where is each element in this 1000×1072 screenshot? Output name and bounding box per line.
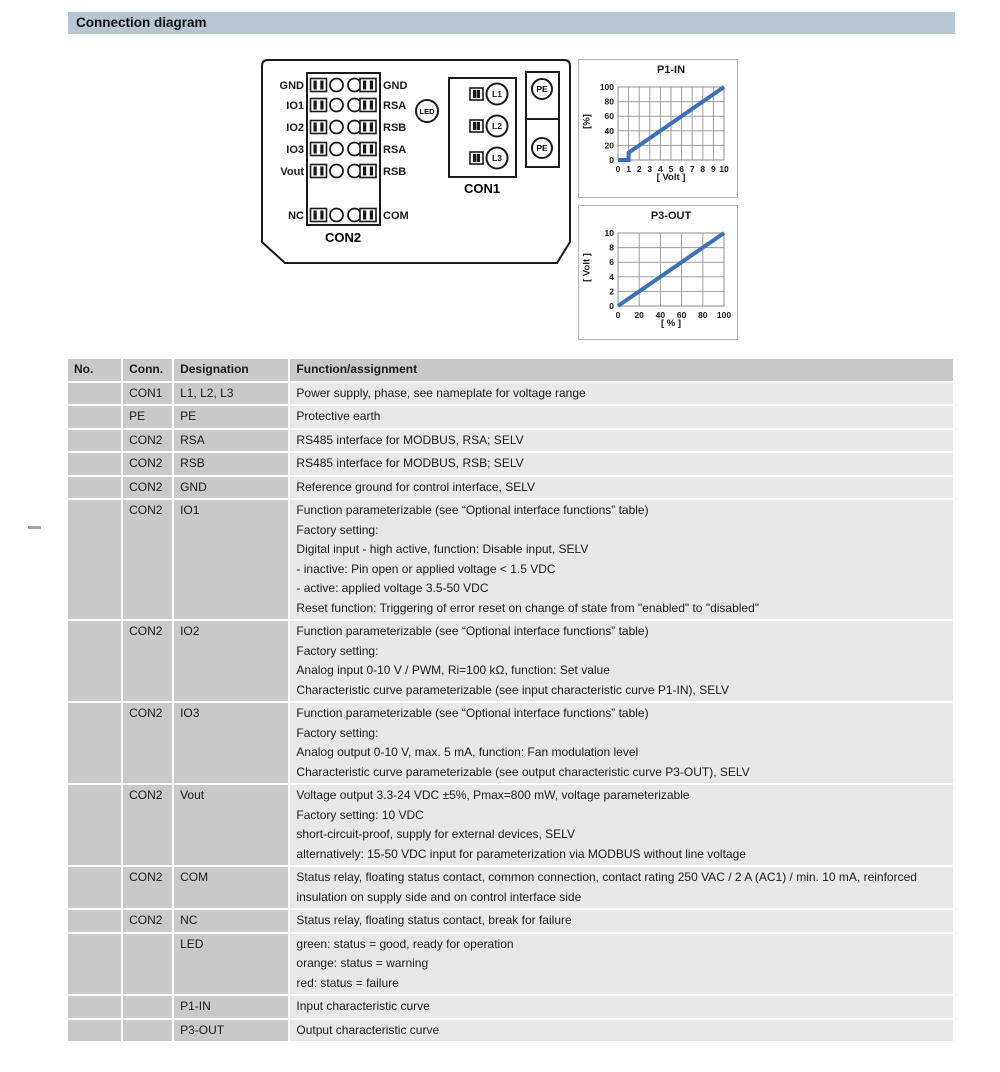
cell-conn: CON1 [123, 383, 172, 405]
device-outline [262, 60, 570, 263]
con1-phase-label: L1 [492, 89, 502, 99]
chart-p1-in [578, 59, 738, 198]
chart-x-axis-label: [ % ] [660, 318, 682, 329]
cell-no [68, 477, 121, 499]
function-line: Input characteristic curve [296, 999, 430, 1013]
function-line: Analog output 0-10 V, max. 5 mA, function: Fan modulation level [296, 745, 639, 759]
function-line: Characteristic curve parameterizable (see output characteristic curve P3-OUT), SELV [296, 764, 750, 779]
cell-function [290, 453, 953, 475]
y-tick-label: 8 [609, 242, 614, 253]
function-line: Factory setting: [296, 725, 379, 740]
x-tick-label: 6 [679, 164, 684, 174]
cell-conn: CON2 [123, 500, 172, 619]
function-line: RS485 interface for MODBUS, RSB; SELV [296, 456, 524, 470]
function-line: Output characteristic curve [296, 1022, 440, 1037]
function-line: Characteristic curve parameterizable (see input characteristic curve P1-IN), SELV [296, 682, 730, 697]
cell-function [290, 867, 953, 908]
cell-designation: PE [174, 406, 288, 428]
x-tick-label: 0 [615, 310, 621, 320]
x-tick-label: 40 [655, 310, 666, 320]
cell-designation: RSB [174, 453, 288, 475]
y-tick-label: 6 [609, 257, 614, 268]
x-tick-label: 80 [698, 310, 708, 320]
y-tick-label: 20 [604, 140, 614, 151]
column-header-function: Function/assignment [290, 359, 953, 381]
table-row [68, 1020, 953, 1042]
function-line: Voltage output 3.3-24 VDC ±5%, Pmax=800 mW, voltage parameterizable [296, 788, 690, 802]
y-tick-label: 4 [609, 271, 614, 282]
connection-table [66, 357, 955, 1043]
cell-function [290, 383, 953, 405]
cell-conn [123, 934, 172, 995]
chart-p3-out [578, 205, 738, 340]
cell-designation: NC [174, 910, 288, 932]
cell-designation: RSA [174, 430, 288, 452]
cell-conn [123, 996, 172, 1018]
x-tick-label: 60 [676, 310, 687, 320]
cell-function [290, 406, 953, 428]
y-tick-label: 40 [604, 125, 614, 136]
x-tick-label: 7 [689, 164, 695, 174]
cell-no [68, 934, 121, 995]
cell-conn: CON2 [123, 430, 172, 452]
cell-conn: CON2 [123, 703, 172, 783]
column-header-no: No. [68, 359, 121, 381]
function-line: Factory setting: [296, 643, 379, 658]
function-line: green: status = good, ready for operation [296, 936, 514, 951]
page-title: Connection diagram [68, 12, 955, 34]
function-line: Status relay, floating status contact, break for failure [296, 913, 572, 927]
cell-designation: Vout [174, 785, 288, 865]
cell-no [68, 867, 121, 908]
cell-designation: COM [174, 867, 288, 908]
cell-no [68, 1020, 121, 1042]
con2-right-label: RSA [383, 144, 407, 156]
table-row [68, 430, 953, 452]
cell-function [290, 910, 953, 932]
chart-title: P1-IN [656, 64, 686, 76]
cell-no [68, 430, 121, 452]
cell-function [290, 500, 953, 619]
x-tick-label: 4 [658, 164, 663, 174]
cell-conn: CON2 [123, 477, 172, 499]
cell-conn: CON2 [123, 910, 172, 932]
function-line: Status relay, floating status contact, common connection, contact rating 250 VAC / 2 A (AC1) / min. 10 mA, reinforced insulation on supply side and on control interface side [296, 870, 917, 904]
cell-function [290, 934, 953, 995]
cell-conn: PE [123, 406, 172, 428]
x-tick-label: 100 [716, 310, 732, 320]
cell-function [290, 1020, 953, 1042]
led-label: LED [419, 107, 435, 116]
table-row [68, 453, 953, 475]
con2-left-label: IO1 [286, 100, 304, 112]
con2-left-label: IO3 [286, 144, 304, 156]
function-line: Function parameterizable (see “Optional interface functions” table) [296, 624, 649, 638]
x-tick-label: 3 [647, 164, 653, 174]
column-header-conn: Conn. [123, 359, 172, 381]
con2-left-label: IO2 [286, 122, 304, 134]
cell-no [68, 406, 121, 428]
cell-function [290, 621, 953, 701]
chart-x-axis-label: [ Volt ] [656, 172, 686, 183]
cell-designation: P1-IN [174, 996, 288, 1018]
chart-title: P3-OUT [650, 210, 692, 222]
table-header-row [68, 359, 953, 381]
cell-function [290, 477, 953, 499]
con2-right-label: COM [383, 210, 409, 222]
x-tick-label: 0 [615, 164, 621, 174]
table-row [68, 934, 953, 995]
con2-right-label: GND [383, 80, 408, 92]
function-line: Power supply, phase, see nameplate for voltage range [296, 385, 586, 400]
chart-y-axis-label: [ Volt ] [581, 253, 593, 282]
y-tick-label: 60 [604, 111, 614, 122]
cell-designation: IO3 [174, 703, 288, 783]
function-line: Reference ground for control interface, SELV [296, 479, 535, 494]
cell-no [68, 621, 121, 701]
function-line: - active: applied voltage 3.5-50 VDC [296, 581, 489, 595]
column-header-designation: Designation [174, 359, 288, 381]
cell-designation: P3-OUT [174, 1020, 288, 1042]
table-row [68, 383, 953, 405]
con1-phase-label: L2 [492, 121, 502, 131]
cell-designation: IO1 [174, 500, 288, 619]
cell-no [68, 996, 121, 1018]
cell-designation: LED [174, 934, 288, 995]
cell-conn: CON2 [123, 867, 172, 908]
function-line: alternatively: 15-50 VDC input for parameterization via MODBUS without line voltage [296, 846, 746, 861]
y-tick-label: 2 [609, 286, 614, 297]
y-tick-label: 0 [609, 155, 614, 165]
con2-left-label: Vout [280, 166, 304, 178]
function-line: Function parameterizable (see “Optional interface functions” table) [296, 706, 649, 720]
y-tick-label: 10 [604, 228, 614, 238]
chart-y-axis-label: [%] [581, 114, 593, 129]
x-tick-label: 8 [700, 164, 706, 174]
table-row [68, 996, 953, 1018]
cell-conn: CON2 [123, 785, 172, 865]
con1-label: CON1 [463, 181, 501, 196]
cell-no [68, 910, 121, 932]
pe-label: PE [536, 143, 548, 153]
table-row [68, 867, 953, 908]
table-row [68, 500, 953, 619]
con2-right-label: RSB [383, 166, 407, 178]
con2-left-label: GND [279, 80, 304, 92]
function-line: red: status = failure [296, 975, 399, 990]
cell-no [68, 453, 121, 475]
function-line: Digital input - high active, function: Disable input, SELV [296, 542, 589, 556]
pe-label: PE [536, 84, 548, 94]
con2-left-label: NC [288, 210, 304, 222]
x-tick-label: 5 [668, 164, 674, 174]
cell-no [68, 383, 121, 405]
table-row [68, 910, 953, 932]
function-line: Factory setting: [296, 522, 379, 537]
table-row [68, 406, 953, 428]
function-line: Function parameterizable (see “Optional interface functions” table) [296, 503, 649, 517]
table-row [68, 785, 953, 865]
cell-designation: GND [174, 477, 288, 499]
x-tick-label: 2 [636, 164, 642, 174]
cell-function [290, 430, 953, 452]
cell-conn [123, 1020, 172, 1042]
function-line: short-circuit-proof, supply for external devices, SELV [296, 827, 575, 841]
cell-no [68, 703, 121, 783]
function-line: Factory setting: 10 VDC [296, 807, 424, 822]
cell-conn: CON2 [123, 453, 172, 475]
function-line: RS485 interface for MODBUS, RSA; SELV [296, 432, 524, 447]
function-line: Protective earth [296, 409, 381, 423]
x-tick-label: 10 [719, 164, 729, 174]
table-row [68, 621, 953, 701]
function-line: orange: status = warning [296, 956, 429, 970]
con1-phase-label: L3 [492, 153, 502, 163]
cell-function [290, 996, 953, 1018]
con2-label: CON2 [324, 230, 362, 245]
y-tick-label: 100 [599, 82, 614, 92]
x-tick-label: 20 [634, 310, 644, 320]
cell-no [68, 500, 121, 619]
con2-right-label: RSA [383, 100, 407, 112]
connection-table-body [68, 383, 953, 1042]
x-tick-label: 9 [711, 164, 716, 174]
cell-designation: IO2 [174, 621, 288, 701]
y-tick-label: 0 [609, 301, 614, 311]
cell-function [290, 703, 953, 783]
cell-function [290, 785, 953, 865]
con2-right-label: RSB [383, 122, 407, 134]
cell-conn: CON2 [123, 621, 172, 701]
y-tick-label: 80 [604, 96, 614, 107]
x-tick-label: 1 [626, 164, 631, 174]
margin-marker [28, 526, 41, 529]
table-row [68, 477, 953, 499]
cell-designation: L1, L2, L3 [174, 383, 288, 405]
function-line: Analog input 0-10 V / PWM, Ri=100 kΩ, function: Set value [296, 663, 610, 677]
cell-no [68, 785, 121, 865]
function-line: Reset function: Triggering of error reset on change of state from "enabled" to "disabled" [296, 600, 760, 615]
connection-diagram [258, 57, 573, 267]
function-line: - inactive: Pin open or applied voltage < 1.5 VDC [296, 561, 556, 576]
table-row [68, 703, 953, 783]
